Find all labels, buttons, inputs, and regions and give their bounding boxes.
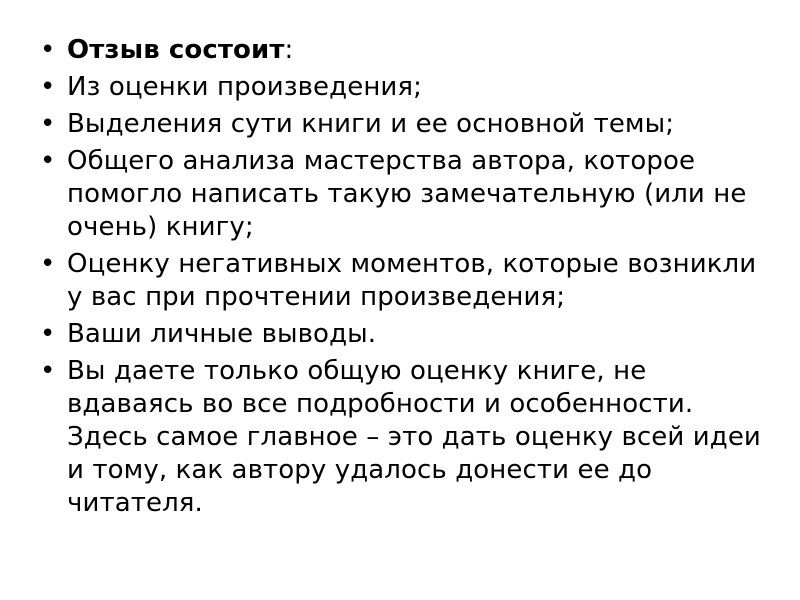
bullet-item-general-assessment [40,355,770,520]
heading-colon: : [284,35,294,65]
bullet-item-negatives [40,248,770,314]
bullet-dot-icon: • [40,249,56,279]
bullet-text: Выделения сути книги и ее основной темы; [67,109,675,139]
bullet-item-evaluation [40,71,770,104]
bullet-item-analysis [40,145,770,244]
bullet-text: Общего анализа мастерства автора, которое помогло написать такую замечательную (или не очень) книгу; [67,146,747,242]
bullet-text: Вы даете только общую оценку книге, не вдаваясь во все подробности и особенности. Здесь самое главное – это дать оценку всей идеи и тому, как автору удалось донести ее до читателя. [67,356,761,518]
bullet-text: Из оценки произведения; [67,72,423,102]
bullet-dot-icon: • [40,146,56,176]
bullet-item-essence [40,108,770,141]
bullet-text: Ваши личные выводы. [67,319,377,349]
bullet-dot-icon: • [40,356,56,386]
bullet-text: Оценку негативных моментов, которые возникли у вас при прочтении произведения; [67,249,757,312]
heading-strong-text: Отзыв состоит [67,35,285,65]
bullet-dot-icon: • [40,319,56,349]
bullet-item-heading [40,34,770,67]
bullet-dot-icon: • [40,109,56,139]
bullet-item-conclusions [40,318,770,351]
bullet-dot-icon: • [40,72,56,102]
bullet-list [40,34,770,524]
bullet-dot-icon: • [40,35,56,65]
